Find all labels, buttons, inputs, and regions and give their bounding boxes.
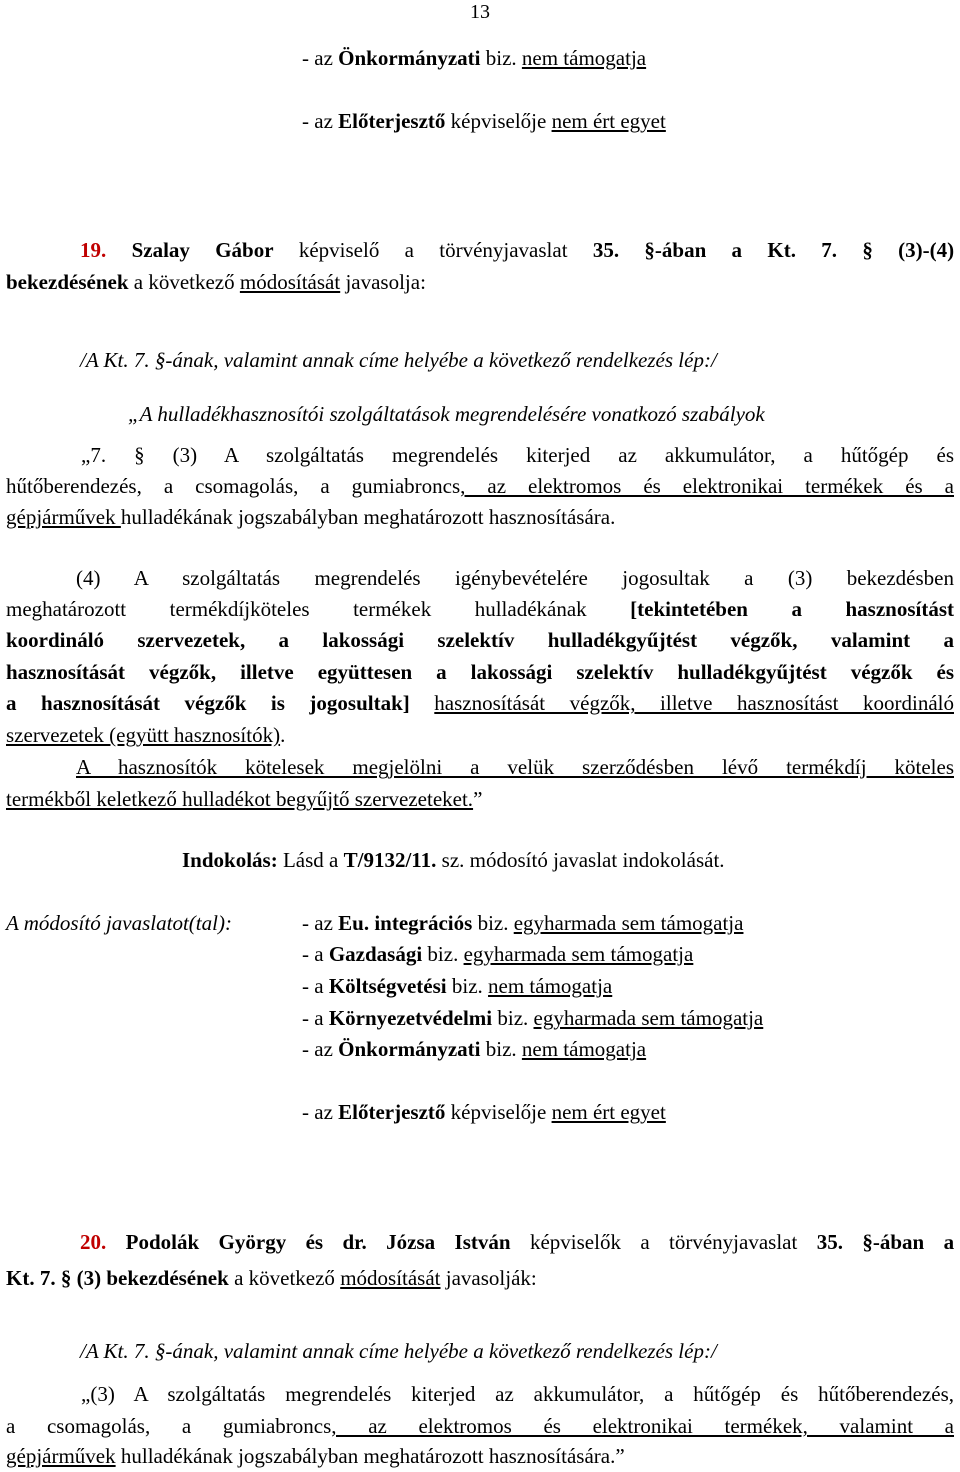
- author-name: dr. Józsa István: [342, 1230, 511, 1254]
- verdict: egyharmada sem támogatja: [533, 1006, 764, 1030]
- vote-line: - az Önkormányzati biz. nem támogatja: [302, 1037, 647, 1061]
- item19-section-title: „A hulladékhasznosítói szolgáltatások megrendelésére vonatkozó szabályok: [128, 402, 765, 426]
- item19-p3-line1: „7. § (3) A szolgáltatás megrendelés kiterjed az akkumulátor, a hűtőgép és: [81, 443, 954, 467]
- verdict: nem támogatja: [521, 46, 647, 70]
- item19-p4-line6: szervezetek (együtt hasznosítók).: [6, 723, 286, 747]
- committee-name: Eu. integrációs: [338, 911, 473, 935]
- item19-heading-line1: 19. Szalay Gábor képviselő a törvényjavaslat 35. §-ában a Kt. 7. § (3)-(4): [80, 238, 954, 262]
- item20-p-line2: a csomagolás, a gumiabroncs, az elektromos és elektronikai termékek, valamint a: [6, 1414, 954, 1438]
- vote-line: - a Költségvetési biz. nem támogatja: [302, 974, 613, 998]
- item20-heading-line2: Kt. 7. § (3) bekezdésének a következő módosítását javasolják:: [6, 1266, 537, 1290]
- votes-label: A módosító javaslatot(tal):: [6, 911, 232, 935]
- item19-intro: /A Kt. 7. §-ának, valamint annak címe helyébe a következő rendelkezés lép:/: [80, 348, 717, 372]
- proposer-name: Előterjesztő: [338, 1100, 446, 1124]
- vote-line-onkormanyzati: - az Önkormányzati biz. nem támogatja: [302, 46, 647, 70]
- item19-heading-line2: bekezdésének a következő módosítását javasolja:: [6, 270, 426, 294]
- item19-p4-line7: A hasznosítók kötelesek megjelölni a velük szerződésben lévő termékdíj köteles: [76, 755, 954, 779]
- committee-name: Gazdasági: [328, 942, 423, 966]
- author-name: Podolák György: [125, 1230, 287, 1254]
- verdict: egyharmada sem támogatja: [513, 911, 744, 935]
- vote-line-eloterjeszto: - az Előterjesztő képviselője nem ért egyet: [302, 109, 666, 133]
- item19-p4-line4: hasznosítását végzők, illetve együttesen a lakossági szelektív hulladékgyűjtést végzők és: [6, 660, 954, 684]
- vote-line-eloterjeszto: - az Előterjesztő képviselője nem ért egyet: [302, 1100, 666, 1124]
- committee-name: Környezetvédelmi: [328, 1006, 493, 1030]
- item19-p4-line2: meghatározott termékdíjköteles termékek hulladékának [tekintetében a hasznosítást: [6, 597, 954, 621]
- verdict: nem támogatja: [521, 1037, 647, 1061]
- committee-name: Önkormányzati: [338, 1037, 481, 1061]
- item20-heading-line1: 20. Podolák György és dr. Józsa István képviselők a törvényjavaslat 35. §-ában a: [80, 1230, 954, 1254]
- item20-p-line1: „(3) A szolgáltatás megrendelés kiterjed az akkumulátor, a hűtőgép és hűtőberendezés,: [81, 1382, 954, 1406]
- committee-name: Költségvetési: [328, 974, 447, 998]
- item-number: 19.: [80, 238, 107, 262]
- vote-line: - a Környezetvédelmi biz. egyharmada sem támogatja: [302, 1006, 764, 1030]
- committee-name: Önkormányzati: [338, 46, 481, 70]
- vote-line: - a Gazdasági biz. egyharmada sem támogatja: [302, 942, 694, 966]
- verdict: nem ért egyet: [551, 1100, 666, 1124]
- author-name: Szalay Gábor: [131, 238, 274, 262]
- verdict: nem ért egyet: [551, 109, 666, 133]
- item19-p4-line8: termékből keletkező hulladékot begyűjtő szervezeteket.”: [6, 787, 483, 811]
- item19-p4-line5: a hasznosítását végzők is jogosultak] hasznosítását végzők, illetve hasznosítást koordináló: [6, 691, 954, 715]
- item20-p-line3: gépjárművek hulladékának jogszabályban meghatározott hasznosítására.”: [6, 1444, 625, 1468]
- item19-p3-line3: gépjárművek hulladékának jogszabályban meghatározott hasznosítására.: [6, 505, 616, 529]
- item19-p4-line1: (4) A szolgáltatás megrendelés igénybevételére jogosultak a (3) bekezdésben: [76, 566, 954, 590]
- vote-line: - az Eu. integrációs biz. egyharmada sem támogatja: [302, 911, 744, 935]
- item19-p4-line3: koordináló szervezetek, a lakossági szelektív hulladékgyűjtést végzők, valamint a: [6, 628, 954, 652]
- proposer-name: Előterjesztő: [338, 109, 446, 133]
- item19-p3-line2: hűtőberendezés, a csomagolás, a gumiabroncs, az elektromos és elektronikai termékek és a: [6, 474, 954, 498]
- verdict: egyharmada sem támogatja: [463, 942, 694, 966]
- item-number: 20.: [80, 1230, 107, 1254]
- item19-justification: Indokolás: Lásd a T/9132/11. sz. módosító javaslat indokolását.: [182, 848, 725, 872]
- item20-intro: /A Kt. 7. §-ának, valamint annak címe helyébe a következő rendelkezés lép:/: [80, 1339, 717, 1363]
- page-number: 13: [470, 1, 490, 23]
- verdict: nem támogatja: [488, 974, 613, 998]
